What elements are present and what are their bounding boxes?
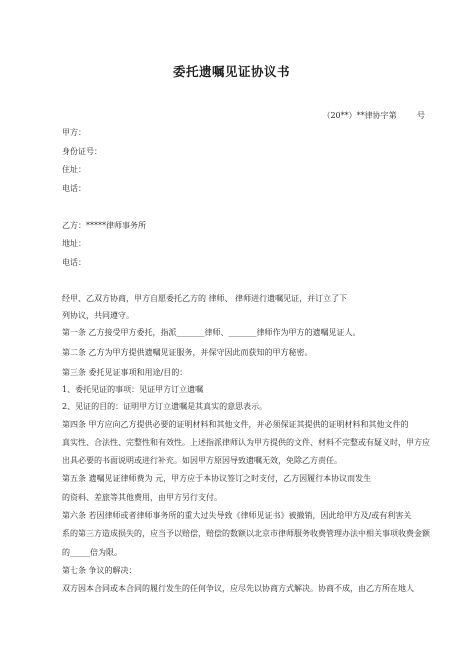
article-6-line-1: 第六条 若因律师或者律师事务所的重大过失导致《律师见证书》被撤销，因此给甲方及/或有利害关 — [62, 511, 412, 520]
article-3: 第三条 委托见证事项和用途/目的： — [62, 368, 188, 377]
article-6-line-2: 系的第三方造成损失的，应当予以赔偿，赔偿的数额以北京市律师服务收费管理办法中相关事项收费金额 — [62, 529, 430, 538]
intro-line-1: 经甲、乙双方协商，甲方自愿委托乙方的 律师、 律师进行遗嘱见证，并订立了下 — [62, 294, 348, 303]
intro-line-2: 列协议，共同遵守。 — [62, 311, 134, 320]
document-number: （20**）**律协字第 号 — [322, 111, 425, 120]
party-a-label: 甲方： — [62, 128, 86, 137]
article-4-line-2: 真实性、合法性、完整性和有效性。上述指派律师认为甲方提供的文件、材料不完整或有疑义时，甲方应 — [62, 438, 430, 447]
document-title: 委托遗嘱见证协议书 — [172, 64, 290, 79]
dispute-resolution-line: 双方因本合同或本合同的履行发生的任何争议，应尽先以协商方式解决。协商不成，由乙方所在地人 — [62, 584, 414, 593]
party-b-phone-label: 电话： — [62, 258, 86, 267]
article-4-line-3: 出具必要的书面说明或进行补充。如因甲方原因导致遗嘱无效，免除乙方责任。 — [62, 456, 342, 465]
party-a-phone-label: 电话： — [62, 184, 86, 193]
party-b-name: 乙方：*****律师事务所 — [62, 221, 146, 230]
article-3-item-2: 2、见证的目的：证明甲方订立遗嘱是其真实的意思表示。 — [62, 402, 268, 411]
article-4-line-1: 第四条 甲方应向乙方提供必要的证明材料和其他文件，并必须保证其提供的证明材料和其他文件的 — [62, 420, 409, 429]
article-5-line-1: 第五条 遗嘱见证律师费为 元，甲方应于本协议签订之时支付，乙方因履行本协议而发生 — [62, 474, 372, 483]
party-b-address-label: 地址： — [62, 239, 86, 248]
party-a-address-label: 住址： — [62, 165, 86, 174]
article-2: 第二条 乙方为甲方提供遗嘱见证服务，并保守因此而获知的甲方秘密。 — [62, 348, 313, 357]
article-1: 第一条 乙方接受甲方委托，指派_______律师、_______律师作为甲方的遗嘱见证人。 — [62, 328, 361, 337]
article-6-line-3: 的_____倍为限。 — [62, 548, 122, 557]
article-3-item-1: 1、委托见证的事项：见证甲方订立遗嘱 — [62, 385, 204, 394]
article-5-line-2: 的资料、差旅等其他费用，由甲方另行支付。 — [62, 493, 222, 502]
article-7: 第七条 争议的解决： — [62, 566, 137, 575]
party-a-id-label: 身份证号： — [62, 147, 102, 156]
